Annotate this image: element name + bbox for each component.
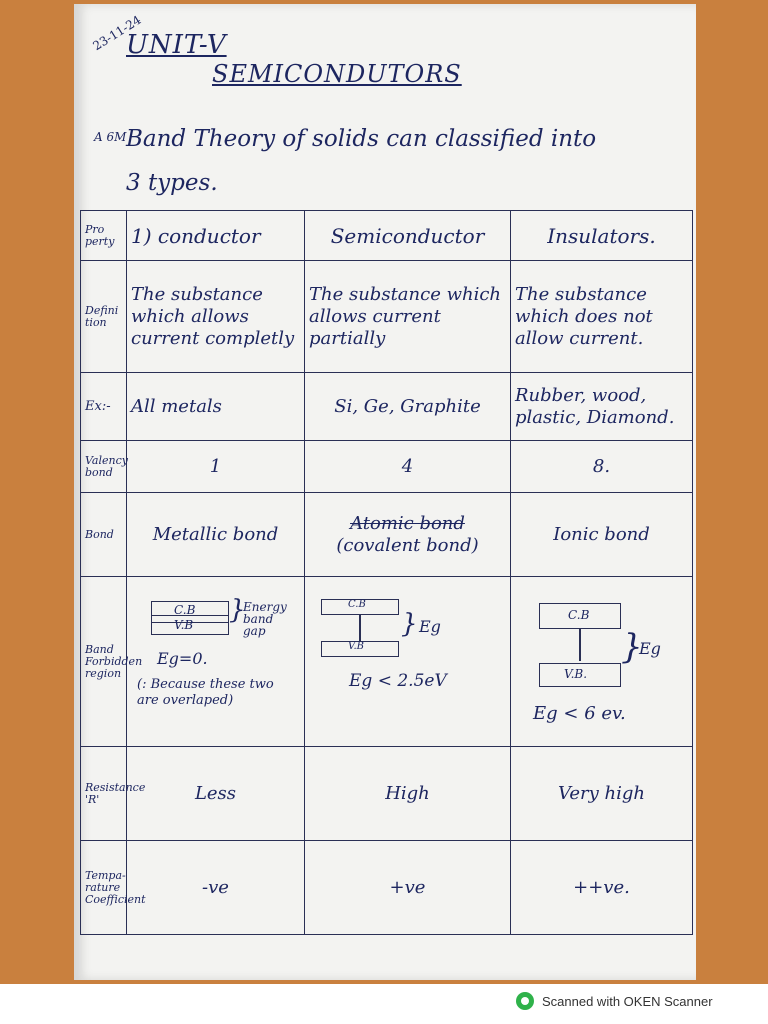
vb-label: V.B bbox=[174, 617, 194, 632]
band-insulator bbox=[511, 577, 693, 747]
eg-value: Eg < 6 ev. bbox=[533, 702, 626, 724]
temperature-conductor: -ve bbox=[127, 841, 305, 935]
eg-mark: Eg bbox=[419, 616, 441, 636]
topic-heading: SEMICONDUTORS bbox=[212, 60, 462, 88]
resistance-conductor: Less bbox=[127, 747, 305, 841]
table-row bbox=[81, 747, 693, 841]
bond-conductor: Metallic bond bbox=[127, 493, 305, 577]
valence-band-box bbox=[539, 663, 621, 687]
temperature-semiconductor: +ve bbox=[305, 841, 511, 935]
bond-corrected-text: (covalent bond) bbox=[336, 534, 479, 556]
bond-struck-text: Atomic bond bbox=[350, 512, 465, 534]
bond-insulator: Ionic bond bbox=[511, 493, 693, 577]
marks-note: A 6M bbox=[94, 130, 127, 144]
conduction-band-box bbox=[539, 603, 621, 629]
date-note: 23-11-24 bbox=[90, 12, 144, 54]
valency-insulator: 8. bbox=[511, 441, 693, 493]
scanner-footer bbox=[516, 990, 713, 1012]
row-label-property: Pro perty bbox=[81, 211, 127, 261]
table-row bbox=[81, 441, 693, 493]
brace-mark: } bbox=[621, 626, 643, 667]
brace-mark: } bbox=[401, 608, 418, 639]
row-label-example: Ex:- bbox=[81, 373, 127, 441]
temperature-insulator: ++ve. bbox=[511, 841, 693, 935]
row-label-band: Band Forbidden region bbox=[81, 577, 127, 747]
eg-mark: Eg bbox=[639, 638, 661, 658]
table-row bbox=[81, 577, 693, 747]
row-label-valency: Valency bond bbox=[81, 441, 127, 493]
row-label-temperature: Tempa-rature Coefficient bbox=[81, 841, 127, 935]
header-insulator: Insulators. bbox=[511, 211, 693, 261]
scanner-footer-text: Scanned with OKEN Scanner bbox=[542, 993, 713, 1009]
example-conductor: All metals bbox=[127, 373, 305, 441]
definition-insulator: The substance which does not allow current. bbox=[511, 261, 693, 373]
eg-value: Eg=0. bbox=[157, 648, 208, 668]
definition-conductor: The substance which allows current completly bbox=[127, 261, 305, 373]
valence-band-box bbox=[321, 641, 399, 657]
row-label-bond: Bond bbox=[81, 493, 127, 577]
cb-label: C.B bbox=[568, 607, 590, 622]
comparison-table bbox=[80, 210, 693, 935]
energy-gap-label: Energy band gap bbox=[243, 599, 287, 638]
unit-heading: UNIT-V bbox=[126, 30, 227, 60]
definition-semiconductor: The substance which allows current partially bbox=[305, 261, 511, 373]
table-row bbox=[81, 211, 693, 261]
band-conductor bbox=[127, 577, 305, 747]
scanner-logo-icon bbox=[516, 992, 534, 1010]
overlap-note: (: Because these two are overlaped) bbox=[137, 676, 274, 708]
gap-arrow bbox=[359, 615, 361, 641]
table-row bbox=[81, 261, 693, 373]
header-conductor: 1) conductor bbox=[127, 211, 305, 261]
vb-label: V.B. bbox=[564, 666, 588, 681]
eg-value: Eg < 2.5eV bbox=[349, 670, 447, 691]
gap-arrow bbox=[579, 629, 581, 661]
vb-label: V.B bbox=[348, 640, 365, 652]
table-row bbox=[81, 841, 693, 935]
cb-label: C.B bbox=[348, 598, 366, 610]
example-insulator: Rubber, wood, plastic, Diamond. bbox=[511, 373, 693, 441]
resistance-semiconductor: High bbox=[305, 747, 511, 841]
band-semiconductor bbox=[305, 577, 511, 747]
conduction-band-box bbox=[321, 599, 399, 615]
table-row bbox=[81, 493, 693, 577]
header-semiconductor: Semiconductor bbox=[305, 211, 511, 261]
example-semiconductor: Si, Ge, Graphite bbox=[305, 373, 511, 441]
notebook-page bbox=[74, 4, 696, 980]
cb-label: C.B bbox=[174, 602, 196, 617]
valence-band-box bbox=[151, 615, 229, 635]
table-row bbox=[81, 373, 693, 441]
row-label-resistance: Resistance 'R' bbox=[81, 747, 127, 841]
resistance-insulator: Very high bbox=[511, 747, 693, 841]
brace-mark: } bbox=[229, 594, 246, 625]
intro-line-1: Band Theory of solids can classified into bbox=[126, 126, 597, 152]
valency-semiconductor: 4 bbox=[305, 441, 511, 493]
row-label-definition: Defini tion bbox=[81, 261, 127, 373]
valency-conductor: 1 bbox=[127, 441, 305, 493]
intro-line-2: 3 types. bbox=[126, 170, 218, 196]
bond-semiconductor bbox=[305, 493, 511, 577]
